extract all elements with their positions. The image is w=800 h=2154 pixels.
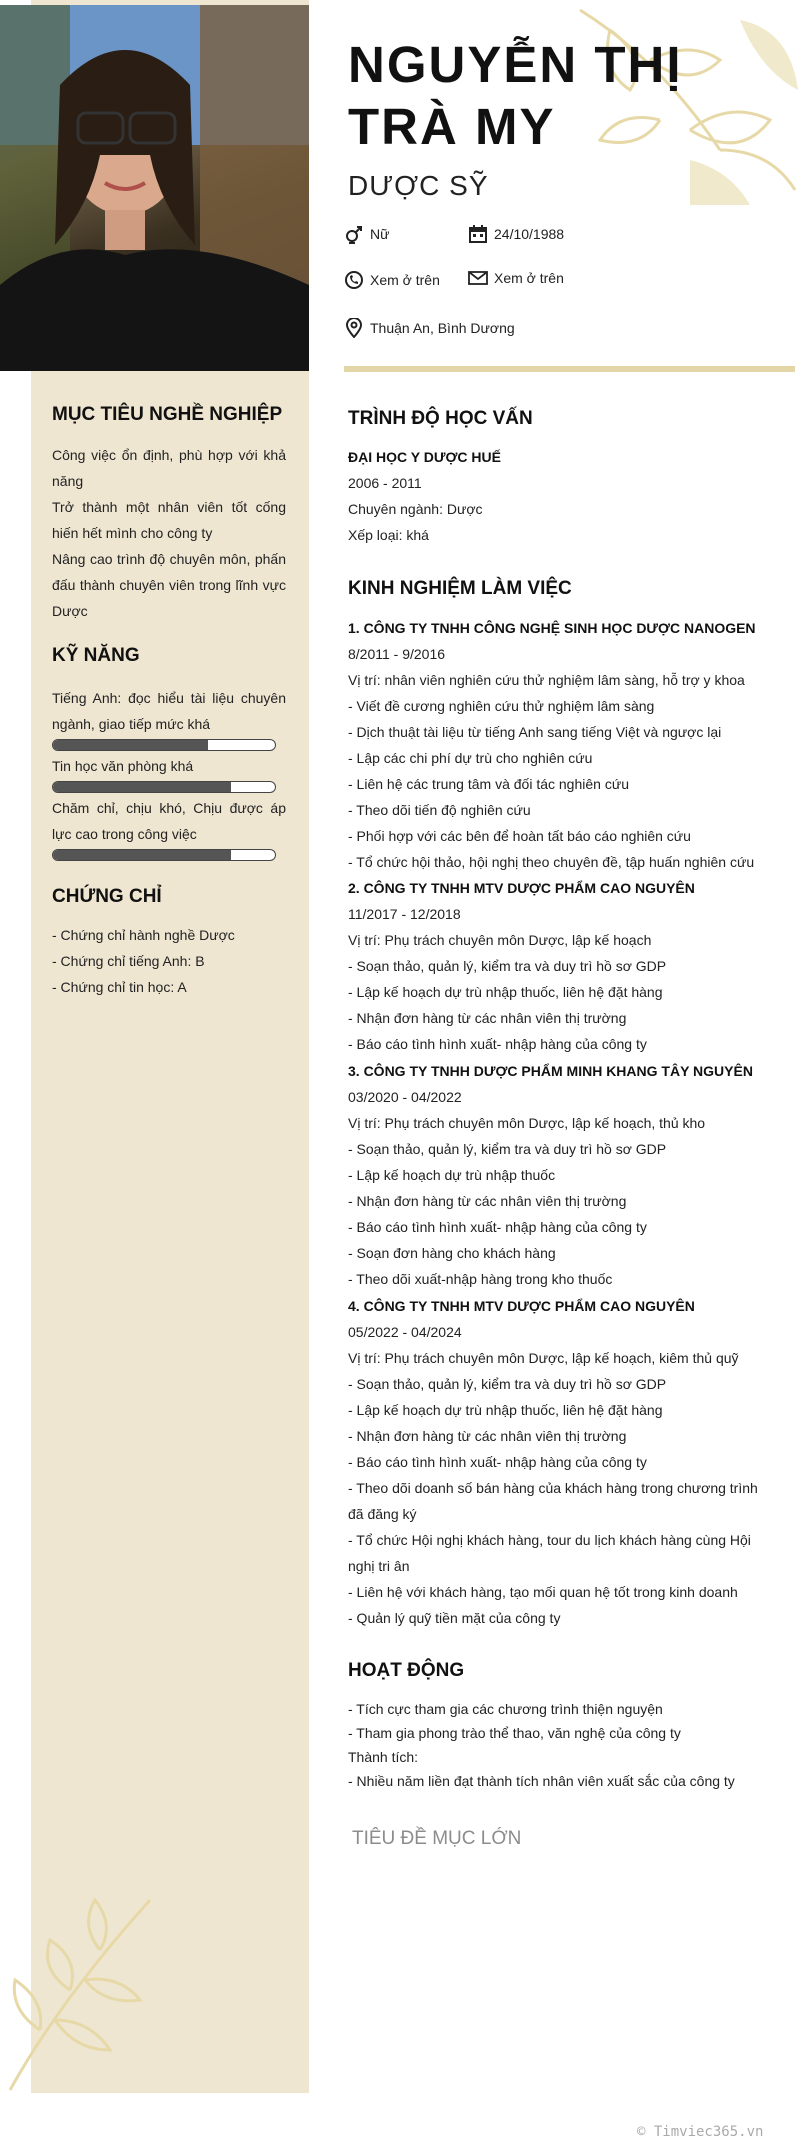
objective-text bbox=[52, 442, 286, 624]
location-pin-icon bbox=[344, 318, 364, 338]
objective-line: Nâng cao trình độ chuyên môn, phấn đấu thành chuyên viên trong lĩnh vực Dược bbox=[52, 551, 286, 619]
skill-bar-fill bbox=[53, 782, 231, 792]
school-name: ĐẠI HỌC Y DƯỢC HUẾ bbox=[348, 449, 501, 465]
skill-label: Chăm chỉ, chịu khó, Chịu được áp lực cao trong công việc bbox=[52, 800, 286, 842]
skill-bar-fill bbox=[53, 740, 208, 750]
email-text: Xem ở trên bbox=[494, 270, 564, 286]
job-line: - Theo dõi tiến độ nghiên cứu bbox=[348, 802, 531, 818]
job-title: DƯỢC SỸ bbox=[348, 170, 489, 201]
job-line: Vị trí: nhân viên nghiên cứu thử nghiệm lâm sàng, hỗ trợ y khoa bbox=[348, 672, 745, 688]
gender-icon bbox=[344, 224, 364, 244]
job-period: 03/2020 - 04/2022 bbox=[348, 1089, 462, 1105]
job-company: 3. CÔNG TY TNHH DƯỢC PHẨM MINH KHANG TÂY NGUYÊN bbox=[348, 1063, 753, 1079]
job-company: 2. CÔNG TY TNHH MTV DƯỢC PHẨM CAO NGUYÊN bbox=[348, 880, 695, 896]
job-line: - Phối hợp với các bên để hoàn tất báo cáo nghiên cứu bbox=[348, 828, 691, 844]
skill-bar-fill bbox=[53, 850, 231, 860]
education-grade: Xếp loại: khá bbox=[348, 527, 429, 543]
education-period: 2006 - 2011 bbox=[348, 475, 422, 491]
job-period: 11/2017 - 12/2018 bbox=[348, 906, 461, 922]
job-entry bbox=[348, 615, 758, 875]
job-line: - Tổ chức Hội nghị khách hàng, tour du lịch khách hàng cùng Hội nghị tri ân bbox=[348, 1532, 751, 1574]
education-title: TRÌNH ĐỘ HỌC VẤN bbox=[348, 408, 533, 429]
job-line: - Nhận đơn hàng từ các nhân viên thị trường bbox=[348, 1010, 627, 1026]
job-line: Vị trí: Phụ trách chuyên môn Dược, lập kế hoạch bbox=[348, 932, 652, 948]
job-line: - Theo dõi doanh số bán hàng của khách hàng trong chương trình đã đăng ký bbox=[348, 1480, 758, 1522]
skill-item bbox=[52, 753, 286, 793]
birthday-text: 24/10/1988 bbox=[494, 226, 565, 242]
skill-label: Tin học văn phòng khá bbox=[52, 758, 194, 774]
section-placeholder-title[interactable]: TIÊU ĐỀ MỤC LỚN bbox=[352, 1828, 522, 1849]
job-line: Vị trí: Phụ trách chuyên môn Dược, lập kế hoạch, thủ kho bbox=[348, 1115, 706, 1131]
activity-line: - Nhiều năm liền đạt thành tích nhân viên xuất sắc của công ty bbox=[348, 1773, 735, 1789]
job-line: - Tổ chức hội thảo, hội nghị theo chuyên đề, tập huấn nghiên cứu bbox=[348, 854, 755, 870]
email-info bbox=[468, 268, 564, 288]
education-major: Chuyên ngành: Dược bbox=[348, 501, 483, 517]
job-line: - Lập kế hoạch dự trù nhập thuốc bbox=[348, 1167, 556, 1183]
leaf-decoration-bottom-icon bbox=[0, 1880, 160, 2095]
certificate-item: - Chứng chỉ tiếng Anh: B bbox=[52, 953, 205, 969]
job-line: - Nhận đơn hàng từ các nhân viên thị trường bbox=[348, 1428, 627, 1444]
job-line: - Soạn đơn hàng cho khách hàng bbox=[348, 1245, 556, 1261]
job-line: - Lập kế hoạch dự trù nhập thuốc, liên hệ đặt hàng bbox=[348, 1402, 663, 1418]
address-text: Thuận An, Bình Dương bbox=[370, 320, 515, 336]
address-info bbox=[344, 318, 515, 338]
skill-bar bbox=[52, 781, 276, 793]
profile-photo bbox=[0, 5, 309, 371]
header-divider bbox=[344, 366, 795, 372]
mail-icon bbox=[468, 268, 488, 288]
job-entry bbox=[348, 1293, 758, 1631]
name-line-1: NGUYỄN THỊ bbox=[348, 36, 683, 93]
job-line: Vị trí: Phụ trách chuyên môn Dược, lập kế hoạch, kiêm thủ quỹ bbox=[348, 1350, 739, 1366]
job-entry bbox=[348, 875, 758, 1057]
job-line: - Nhận đơn hàng từ các nhân viên thị trường bbox=[348, 1193, 627, 1209]
name-line-2: TRÀ MY bbox=[348, 98, 556, 155]
skills-title: KỸ NĂNG bbox=[52, 645, 140, 666]
activities-block bbox=[348, 1697, 758, 1793]
job-period: 8/2011 - 9/2016 bbox=[348, 646, 446, 662]
job-line: - Soạn thảo, quản lý, kiểm tra và duy trì hồ sơ GDP bbox=[348, 1376, 667, 1392]
job-company: 1. CÔNG TY TNHH CÔNG NGHỆ SINH HỌC DƯỢC NANOGEN bbox=[348, 620, 756, 636]
activities-title: HOẠT ĐỘNG bbox=[348, 1660, 465, 1681]
skill-bar bbox=[52, 739, 276, 751]
phone-text: Xem ở trên bbox=[370, 272, 440, 288]
job-line: - Theo dõi xuất-nhập hàng trong kho thuốc bbox=[348, 1271, 613, 1287]
experience-title: KINH NGHIỆM LÀM VIỆC bbox=[348, 578, 572, 599]
watermark: © Timviec365.vn bbox=[637, 2124, 764, 2140]
certificate-item: - Chứng chỉ hành nghề Dược bbox=[52, 927, 235, 943]
job-line: - Viết đề cương nghiên cứu thử nghiệm lâm sàng bbox=[348, 698, 655, 714]
job-line: - Soạn thảo, quản lý, kiểm tra và duy trì hồ sơ GDP bbox=[348, 958, 667, 974]
certificates-list bbox=[52, 922, 292, 1000]
skill-item bbox=[52, 685, 286, 751]
job-company: 4. CÔNG TY TNHH MTV DƯỢC PHẨM CAO NGUYÊN bbox=[348, 1298, 695, 1314]
gender-info bbox=[344, 224, 389, 244]
gender-text: Nữ bbox=[370, 226, 390, 242]
job-line: - Lập các chi phí dự trù cho nghiên cứu bbox=[348, 750, 593, 766]
job-line: - Lập kế hoạch dự trù nhập thuốc, liên hệ đặt hàng bbox=[348, 984, 663, 1000]
birthday-info bbox=[468, 224, 564, 244]
objective-title: MỤC TIÊU NGHỀ NGHIỆP bbox=[52, 404, 283, 425]
job-entry bbox=[348, 1058, 758, 1292]
skill-label: Tiếng Anh: đọc hiểu tài liệu chuyên ngành, giao tiếp mức khá bbox=[52, 690, 286, 732]
objective-line: Công việc ổn định, phù hợp với khả năng bbox=[52, 447, 286, 489]
activity-line: Thành tích: bbox=[348, 1749, 419, 1765]
certificate-item: - Chứng chỉ tin học: A bbox=[52, 979, 187, 995]
phone-info bbox=[344, 270, 440, 290]
candidate-name bbox=[348, 34, 768, 158]
job-line: - Báo cáo tình hình xuất- nhập hàng của công ty bbox=[348, 1454, 647, 1470]
skill-item bbox=[52, 795, 286, 861]
job-line: - Soạn thảo, quản lý, kiểm tra và duy trì hồ sơ GDP bbox=[348, 1141, 667, 1157]
activity-line: - Tham gia phong trào thể thao, văn nghệ của công ty bbox=[348, 1725, 681, 1741]
phone-icon bbox=[344, 270, 364, 290]
job-line: - Liên hệ với khách hàng, tạo mối quan hệ tốt trong kinh doanh bbox=[348, 1584, 738, 1600]
skill-bar bbox=[52, 849, 276, 861]
education-block bbox=[348, 444, 758, 548]
certificates-title: CHỨNG CHỈ bbox=[52, 886, 162, 907]
job-period: 05/2022 - 04/2024 bbox=[348, 1324, 462, 1340]
calendar-icon bbox=[468, 224, 488, 244]
job-line: - Liên hệ các trung tâm và đối tác nghiên cứu bbox=[348, 776, 629, 792]
activity-line: - Tích cực tham gia các chương trình thiện nguyện bbox=[348, 1701, 663, 1717]
job-line: - Báo cáo tình hình xuất- nhập hàng của công ty bbox=[348, 1219, 647, 1235]
job-line: - Dịch thuật tài liệu từ tiếng Anh sang tiếng Việt và ngược lại bbox=[348, 724, 722, 740]
job-line: - Báo cáo tình hình xuất- nhập hàng của công ty bbox=[348, 1036, 647, 1052]
objective-line: Trở thành một nhân viên tốt cống hiến hết mình cho công ty bbox=[52, 499, 286, 541]
job-line: - Quản lý quỹ tiền mặt của công ty bbox=[348, 1610, 561, 1626]
